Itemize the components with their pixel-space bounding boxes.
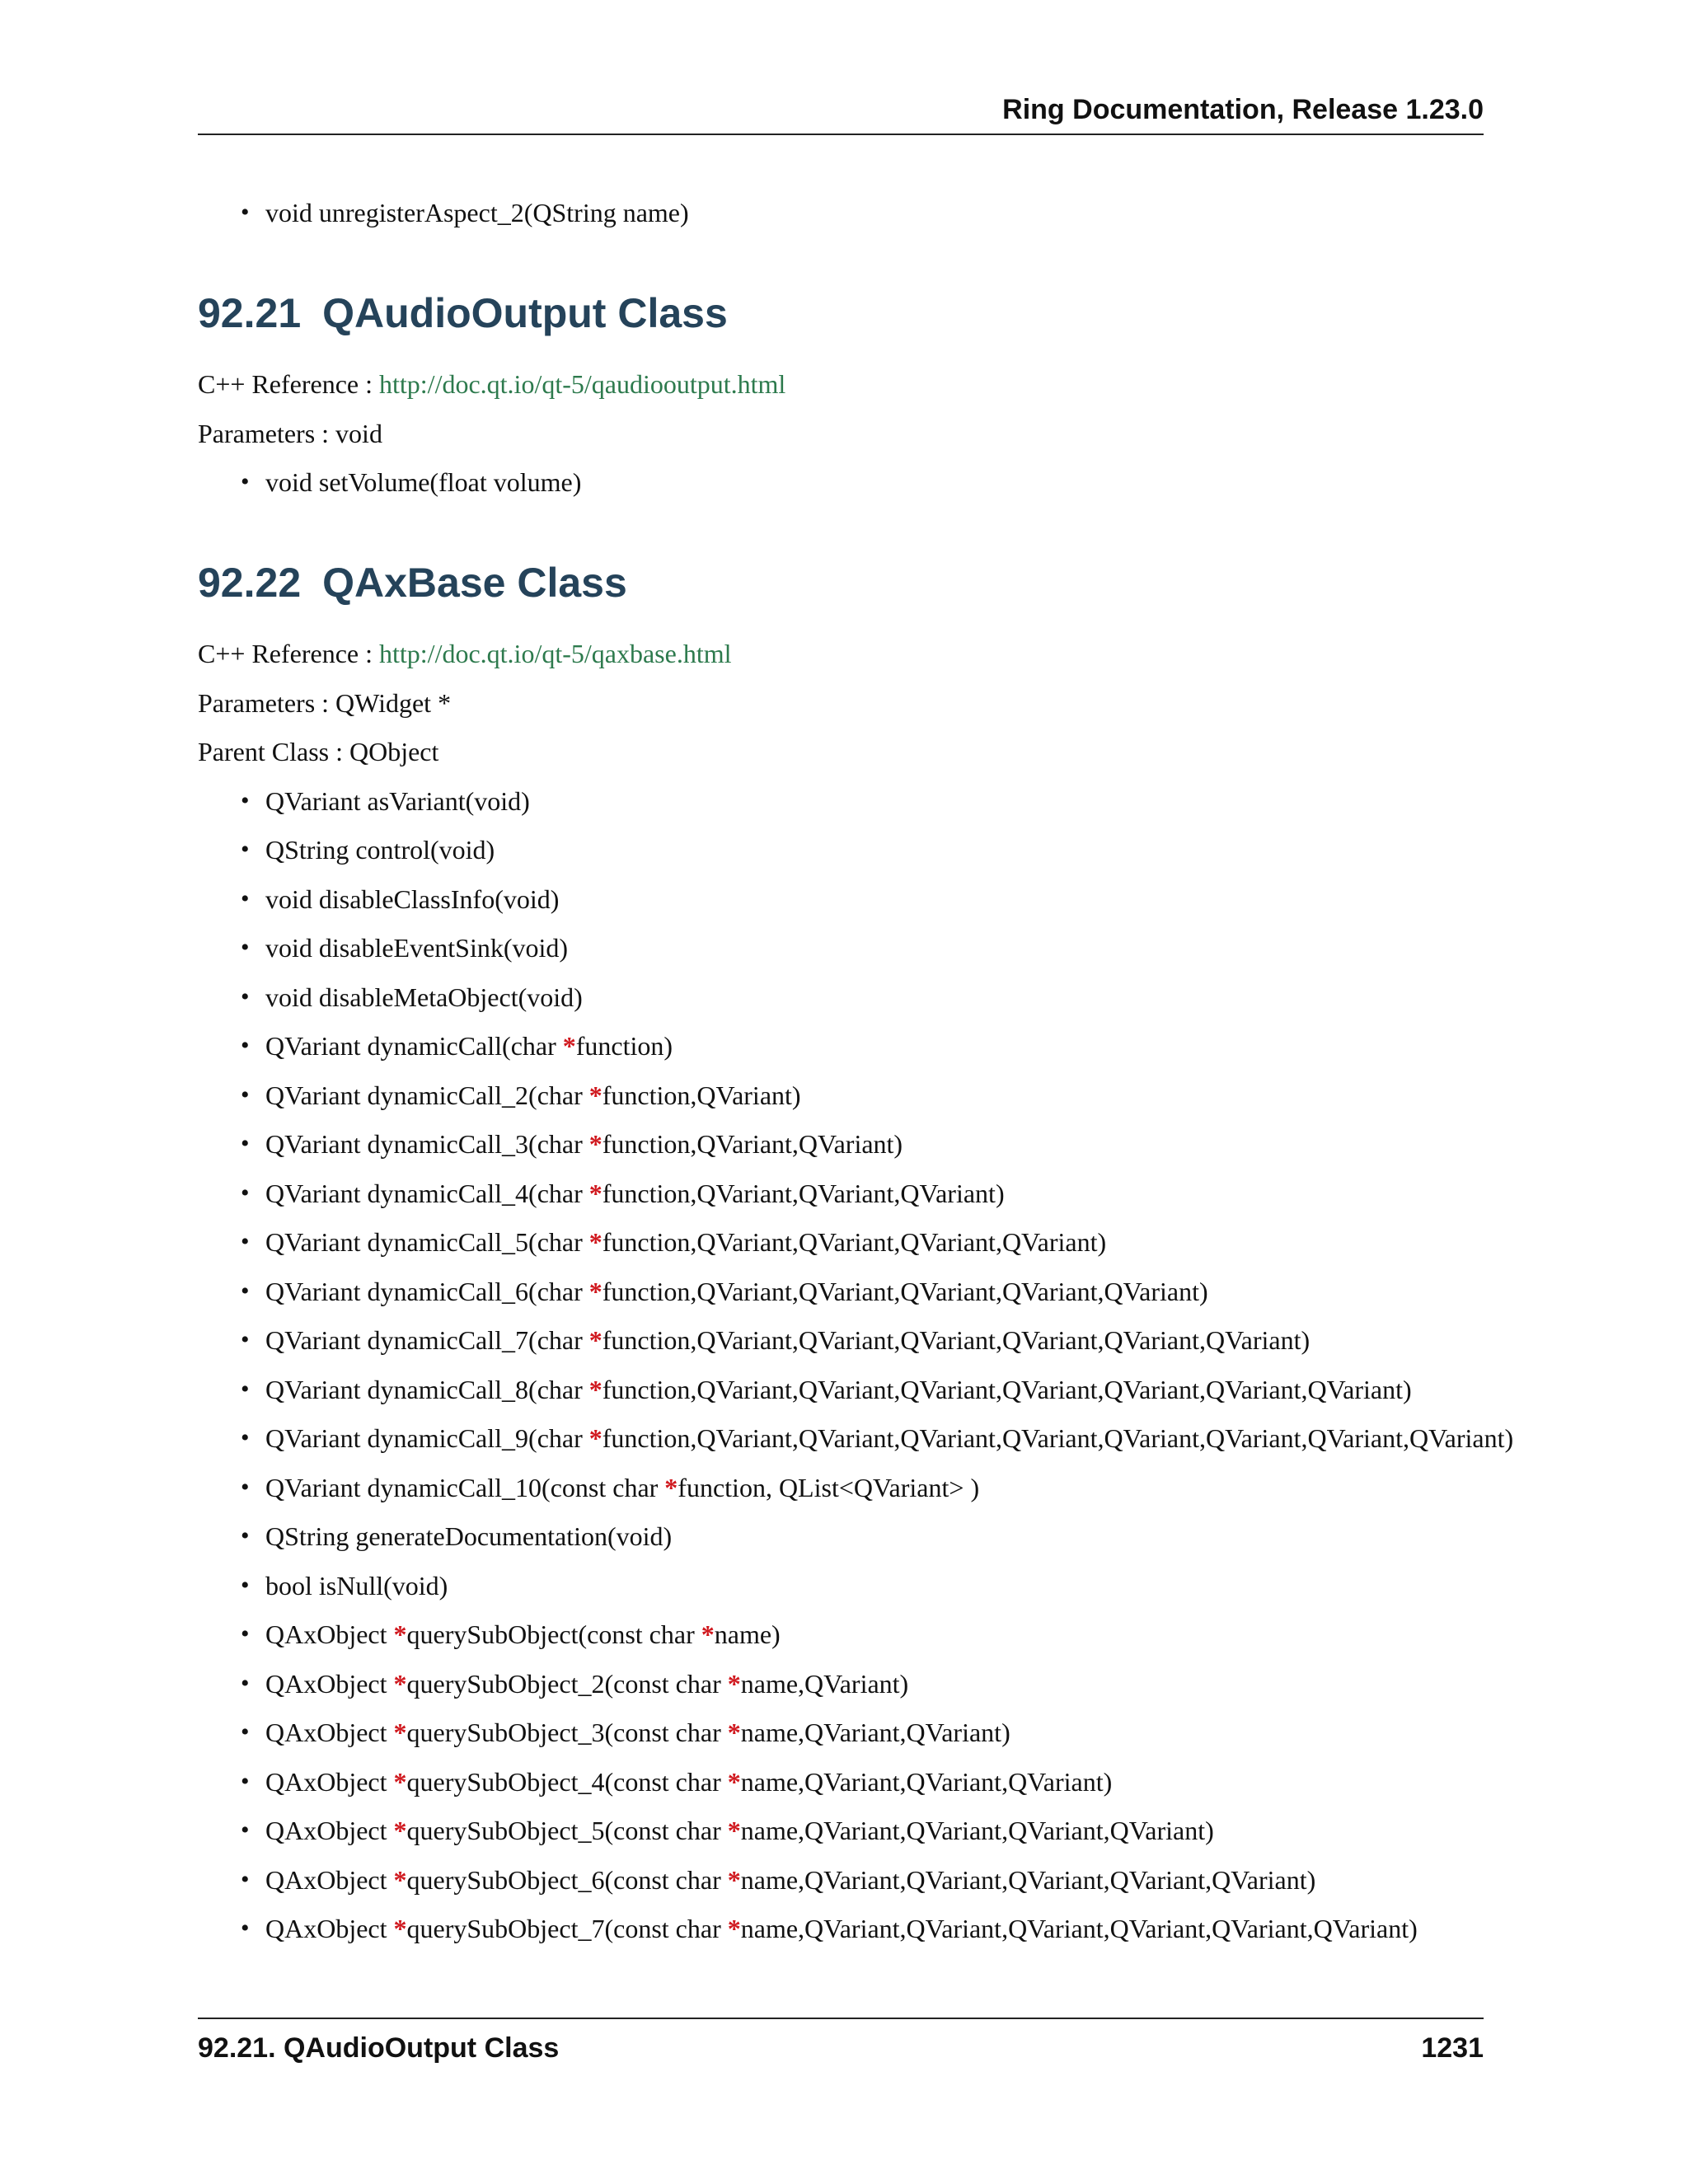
- reference-label: C++ Reference :: [198, 639, 373, 668]
- method-list-qaxbase: [198, 785, 1582, 1946]
- section-title: QAudioOutput Class: [322, 290, 728, 336]
- pointer-asterisk: *: [727, 1864, 741, 1895]
- document-title: Ring Documentation, Release 1.23.0: [1002, 94, 1484, 125]
- pointer-asterisk: *: [393, 1914, 407, 1943]
- pointer-asterisk: *: [664, 1472, 678, 1502]
- pointer-asterisk: *: [588, 1276, 603, 1306]
- method-item: • void disableEventSink(void): [198, 931, 1582, 964]
- method-item: • QVariant dynamicCall_10(const char *function, QList<QVariant> ): [198, 1471, 1582, 1504]
- pointer-asterisk: *: [727, 1914, 741, 1943]
- method-item: • void disableMetaObject(void): [198, 981, 1582, 1014]
- pointer-asterisk: *: [393, 1864, 407, 1895]
- method-item: • bool isNull(void): [198, 1569, 1582, 1602]
- parameters: Parameters : QWidget *: [198, 687, 452, 718]
- method-item: • QVariant dynamicCall_8(char *function,QVariant,QVariant,QVariant,QVariant,QVariant,QVariant,QVariant): [198, 1373, 1582, 1406]
- pointer-asterisk: *: [393, 1619, 407, 1649]
- method-item: • QVariant dynamicCall_5(char *function,QVariant,QVariant,QVariant,QVariant): [198, 1226, 1582, 1258]
- pointer-asterisk: *: [393, 1766, 407, 1797]
- method-item: • void disableClassInfo(void): [198, 883, 1582, 916]
- method-list-qaudiooutput: [198, 466, 1582, 499]
- page-footer: [198, 2018, 1484, 2065]
- cpp-reference: [198, 368, 1582, 401]
- method-item: • QAxObject *querySubObject(const char *name): [198, 1618, 1582, 1651]
- pointer-asterisk: *: [588, 1178, 603, 1208]
- pointer-asterisk: *: [393, 1718, 407, 1747]
- pointer-asterisk: *: [588, 1374, 603, 1404]
- section-heading-qaudiooutput: [198, 288, 1582, 338]
- method-item: • QVariant dynamicCall(char *function): [198, 1029, 1582, 1062]
- section-heading-qaxbase: [198, 558, 1582, 607]
- pointer-asterisk: *: [588, 1325, 603, 1355]
- top-method-list: [198, 196, 1582, 229]
- section-number: 92.22: [198, 560, 302, 606]
- pointer-asterisk: *: [701, 1619, 715, 1649]
- method-item: • QString control(void): [198, 833, 1582, 866]
- pointer-asterisk: *: [588, 1080, 603, 1110]
- pointer-asterisk: *: [727, 1816, 741, 1845]
- method-item: • void unregisterAspect_2(QString name): [198, 196, 1582, 229]
- pointer-asterisk: *: [588, 1423, 603, 1453]
- pointer-asterisk: *: [562, 1031, 576, 1061]
- section-number: 92.21: [198, 290, 302, 336]
- page-header: [198, 92, 1484, 135]
- page-content: [198, 196, 1582, 1945]
- method-item: • QVariant dynamicCall_4(char *function,QVariant,QVariant,QVariant): [198, 1177, 1582, 1210]
- page-number: 1231: [1421, 2032, 1484, 2064]
- footer-section: 92.21. QAudioOutput Class: [198, 2032, 560, 2064]
- method-item: • QAxObject *querySubObject_6(const char *name,QVariant,QVariant,QVariant,QVariant,QVariant): [198, 1863, 1582, 1896]
- pointer-asterisk: *: [727, 1766, 741, 1797]
- method-item: • QVariant dynamicCall_3(char *function,QVariant,QVariant): [198, 1127, 1582, 1160]
- method-item: • QAxObject *querySubObject_2(const char *name,QVariant): [198, 1667, 1582, 1700]
- pointer-asterisk: *: [727, 1718, 741, 1747]
- pointer-asterisk: *: [393, 1668, 407, 1699]
- pointer-asterisk: *: [393, 1816, 407, 1845]
- parent-class: Parent Class : QObject: [198, 737, 439, 766]
- reference-link[interactable]: http://doc.qt.io/qt-5/qaxbase.html: [379, 639, 732, 668]
- method-item: • QVariant dynamicCall_2(char *function,QVariant): [198, 1079, 1582, 1112]
- method-item: • QAxObject *querySubObject_4(const char *name,QVariant,QVariant,QVariant): [198, 1765, 1582, 1798]
- section-title: QAxBase Class: [322, 560, 627, 606]
- method-item: • QAxObject *querySubObject_5(const char *name,QVariant,QVariant,QVariant,QVariant): [198, 1814, 1582, 1847]
- reference-label: C++ Reference :: [198, 369, 373, 399]
- pointer-asterisk: *: [727, 1668, 741, 1699]
- method-item: • QVariant dynamicCall_9(char *function,QVariant,QVariant,QVariant,QVariant,QVariant,QVariant,QVariant,QVariant): [198, 1422, 1582, 1455]
- method-item: • void setVolume(float volume): [198, 466, 1582, 499]
- method-item: • QAxObject *querySubObject_3(const char *name,QVariant,QVariant): [198, 1716, 1582, 1749]
- cpp-reference: [198, 637, 1582, 670]
- pointer-asterisk: *: [588, 1227, 603, 1257]
- method-item: • QString generateDocumentation(void): [198, 1520, 1582, 1553]
- method-item: • QVariant asVariant(void): [198, 785, 1582, 818]
- parameters: Parameters : void: [198, 418, 382, 448]
- method-item: • QVariant dynamicCall_7(char *function,QVariant,QVariant,QVariant,QVariant,QVariant,QVariant): [198, 1324, 1582, 1357]
- method-item: • QVariant dynamicCall_6(char *function,QVariant,QVariant,QVariant,QVariant,QVariant): [198, 1275, 1582, 1308]
- pointer-asterisk: *: [588, 1129, 603, 1159]
- method-item: • QAxObject *querySubObject_7(const char *name,QVariant,QVariant,QVariant,QVariant,QVariant,QVariant): [198, 1912, 1582, 1945]
- reference-link[interactable]: http://doc.qt.io/qt-5/qaudiooutput.html: [379, 369, 786, 399]
